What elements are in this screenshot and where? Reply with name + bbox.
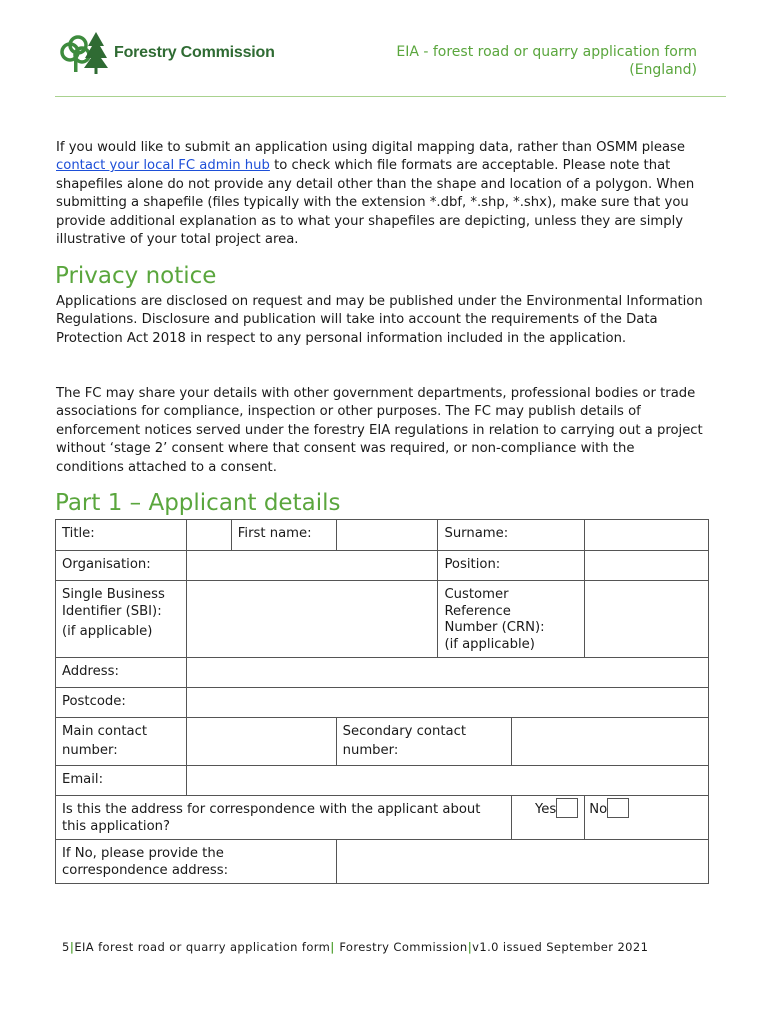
main-contact-label <box>56 718 187 766</box>
part1-heading: Part 1 – Applicant details <box>55 490 341 516</box>
sbi-label <box>56 581 187 658</box>
crn-note: (if applicable) <box>444 636 535 652</box>
yes-label: Yes <box>534 802 557 817</box>
main-contact-input[interactable] <box>186 718 336 766</box>
title-label: Title: <box>56 520 187 551</box>
footer-document-name: EIA forest road or quarry application form <box>74 940 331 954</box>
privacy-notice-heading: Privacy notice <box>55 263 217 289</box>
email-input[interactable] <box>186 766 708 796</box>
intro-text-end: to check which file formats are acceptable. Please note that shapefiles alone do not provide any detail other than the shape and location of a polygon. When submitting a shapefile (files typically with the extension *.dbf, *.shp, *.shx), make sure that you provide additional explanation as to what your shapefiles are depicting, unless they are simply illustrative of your total project area. <box>56 158 695 248</box>
footer-version: v1.0 issued September 2021 <box>472 940 649 954</box>
page-number: 5 <box>62 940 70 954</box>
sbi-label-line2: Identifier (SBI): <box>62 603 162 619</box>
no-checkbox[interactable] <box>607 798 629 818</box>
surname-label: Surname: <box>438 520 585 551</box>
email-label: Email: <box>56 766 187 796</box>
footer-organisation: Forestry Commission <box>339 940 468 954</box>
page-footer: 5|EIA forest road or quarry application form| Forestry Commission|v1.0 issued September 2021 <box>62 940 649 954</box>
applicant-details-table <box>55 519 709 884</box>
correspondence-address-input[interactable] <box>336 840 708 884</box>
tree-logo-icon <box>58 30 110 76</box>
no-option <box>585 796 709 840</box>
postcode-input[interactable] <box>186 688 708 718</box>
sbi-input[interactable] <box>186 581 438 658</box>
brand-name: Forestry Commission <box>114 44 275 61</box>
privacy-paragraph-2: The FC may share your details with other government departments, professional bodies or trade associations for compliance, inspection or other purposes. The FC may publish details of enforcement notices served under the forestry EIA regulations in relation to carrying out a project without ‘stage 2’ consent where that consent was required, or non-compliance with the conditions attached to a consent. <box>56 386 703 475</box>
crn-label-line1: Customer <box>444 587 509 602</box>
correspondence-address-label: If No, please provide the correspondence address: <box>56 840 337 884</box>
header-divider <box>55 96 726 97</box>
document-title-line1: EIA - forest road or quarry application form <box>396 44 697 60</box>
document-title <box>396 43 697 79</box>
organisation-label: Organisation: <box>56 551 187 581</box>
intro-text-start: If you would like to submit an application using digital mapping data, rather than OSMM please <box>56 140 686 155</box>
sbi-label-line1: Single Business <box>62 587 165 602</box>
correspondence-question: Is this the address for correspondence with the applicant about this application? <box>56 796 512 840</box>
main-contact-label-line1: Main contact <box>62 724 148 739</box>
position-input[interactable] <box>585 551 709 581</box>
yes-checkbox[interactable] <box>556 798 578 818</box>
crn-label-line2: Reference <box>444 603 511 619</box>
secondary-contact-label-line2: number: <box>342 742 399 758</box>
main-contact-label-line2: number: <box>62 742 118 758</box>
organisation-input[interactable] <box>186 551 438 581</box>
title-input[interactable] <box>186 520 231 551</box>
first-name-label: First name: <box>231 520 336 551</box>
forestry-commission-logo <box>58 30 275 76</box>
address-input[interactable] <box>186 658 708 688</box>
crn-input[interactable] <box>585 581 709 658</box>
privacy-paragraph-1: Applications are disclosed on request and may be published under the Environmental Information Regulations. Disclosure and publication will take into account the requirements of the Data Protection Act 2018 in respect to any personal information included in the application. <box>56 294 703 346</box>
secondary-contact-label <box>336 718 512 766</box>
sbi-note: (if applicable) <box>62 624 153 639</box>
position-label: Position: <box>438 551 585 581</box>
contact-admin-hub-link[interactable]: contact your local FC admin hub <box>56 158 270 174</box>
secondary-contact-label-line1: Secondary contact <box>342 724 467 739</box>
intro-paragraph <box>56 139 706 249</box>
secondary-contact-input[interactable] <box>512 718 709 766</box>
postcode-label: Postcode: <box>56 688 187 718</box>
crn-label-line3: Number (CRN): <box>444 620 545 635</box>
first-name-input[interactable] <box>336 520 438 551</box>
document-title-line2: (England) <box>629 62 697 78</box>
yes-option <box>512 796 585 840</box>
crn-label <box>438 581 585 658</box>
surname-input[interactable] <box>585 520 709 551</box>
address-label: Address: <box>56 658 187 688</box>
no-label: No <box>589 802 608 817</box>
